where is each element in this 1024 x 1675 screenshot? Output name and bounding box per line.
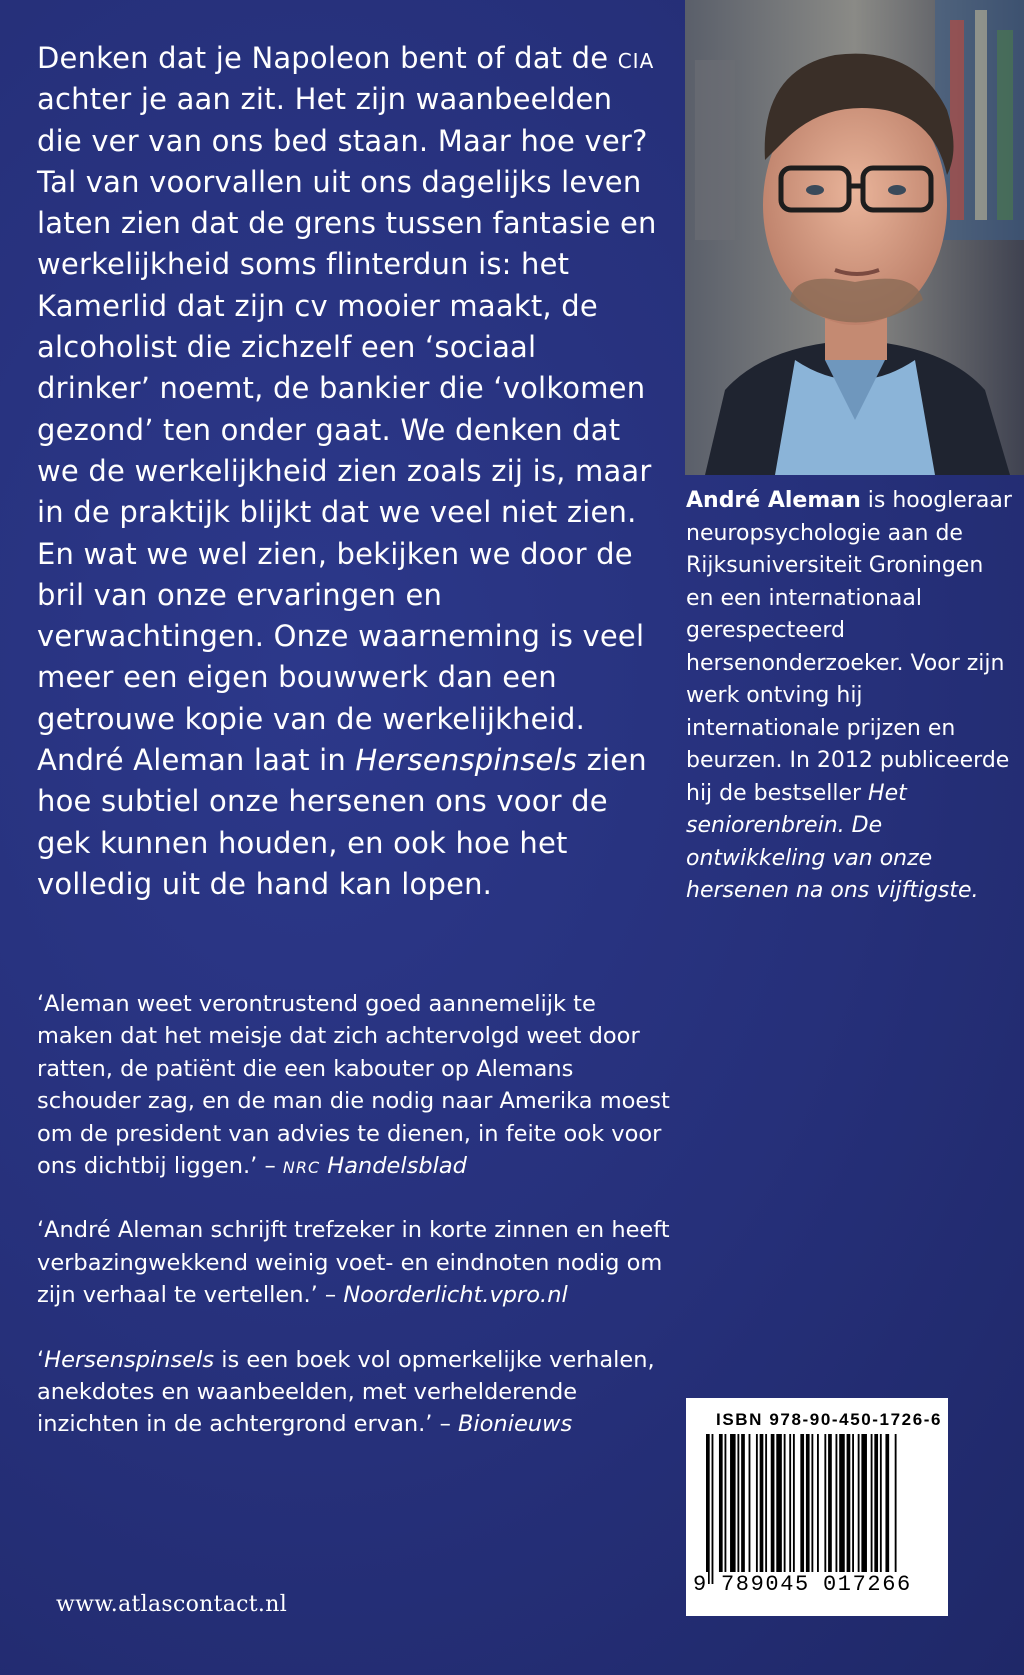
- barcode-bar: [730, 1434, 736, 1572]
- publisher-url[interactable]: www.atlascontact.nl: [56, 1592, 288, 1617]
- blurb-text: achter je aan zit. Het zijn waanbeelden die ver van ons bed staan. Maar hoe ver? Tal van voorvallen uit ons dagelijks leven laten zien dat de grens tussen fantasie en werkelijkheid soms flinterdun is: het Kamerlid dat zijn cv mooier maakt, de alcoholist die zichzelf een ‘sociaal drinker’ noemt, de bankier die ‘volkomen gezond’ ten onder gaat. We denken dat we de werkelijkheid zien zoals zij is, maar in de praktijk blijkt dat we veel niet zien. En wat we wel zien, bekijken we door de bril van onze ervaringen en verwachtingen. Onze waarneming is veel meer een eigen bouwwerk dan een getrouwe kopie van de werkelijkheid.: [37, 82, 657, 736]
- quote-source-abbrev: nrc: [282, 1153, 321, 1180]
- barcode-bar: [712, 1434, 714, 1584]
- barcode-bar: [800, 1434, 804, 1572]
- isbn-label: ISBN 978-90-450-1726-6: [716, 1410, 943, 1429]
- barcode-bar: [871, 1434, 873, 1572]
- barcode-digits-left: 789045: [721, 1572, 810, 1597]
- barcode-bar: [737, 1434, 739, 1572]
- barcode-bar: [806, 1434, 810, 1572]
- isbn-barcode: [686, 1398, 948, 1616]
- barcode-bar: [817, 1434, 819, 1572]
- review-quote-1: [37, 988, 677, 1182]
- blurb-text: zien hoe subtiel onze hersenen ons voor de gek kunnen houden, en ook hoe het volledig uit de hand kan lopen.: [37, 743, 647, 901]
- barcode-bar: [789, 1434, 791, 1572]
- barcode-bar: [836, 1434, 838, 1572]
- barcode-bar: [760, 1434, 764, 1572]
- barcode-bar: [793, 1434, 795, 1572]
- barcode-bar: [874, 1434, 878, 1572]
- barcode-bar: [858, 1434, 860, 1572]
- barcode-bar: [756, 1434, 758, 1572]
- barcode-bar: [706, 1434, 710, 1584]
- previous-book-title: Het seniorenbrein. De ontwikkeling van onze hersenen na ons vijftigste.: [686, 780, 979, 903]
- barcode-bar: [824, 1434, 826, 1572]
- blurb-text: Denken dat je Napoleon bent of dat de: [37, 41, 618, 75]
- quote-mark: ‘: [37, 1346, 45, 1373]
- bio-text: is hoogleraar neuropsychologie aan de Rijksuniversiteit Groningen en een internationaal gerespecteerd hersenonderzoeker. Voor zijn werk ontving hij internationale prijzen en beurzen. In 2012 publiceerde hij de bestseller: [686, 488, 1012, 806]
- review-quote-3: [37, 1344, 677, 1441]
- quote-source: Bionieuws: [457, 1411, 573, 1438]
- review-quote-2: [37, 1214, 677, 1311]
- book-title: Hersenspinsels: [44, 1346, 215, 1373]
- author-photo: [685, 0, 1024, 475]
- quote-text: is een boek vol opmerkelijke verhalen, anekdotes en waanbeelden, met verhelderende inzichten in de achtergrond ervan.’ –: [37, 1346, 655, 1438]
- review-quotes: [37, 988, 677, 1473]
- barcode-bar: [852, 1434, 854, 1572]
- barcode-bar: [719, 1434, 723, 1572]
- barcode-bar: [895, 1434, 897, 1584]
- blurb-paragraph-1: [37, 38, 657, 740]
- barcode-bar: [725, 1434, 727, 1572]
- barcode-bar: [741, 1434, 745, 1572]
- barcode-bar: [771, 1434, 775, 1572]
- barcode-bar: [765, 1434, 767, 1572]
- barcode-bar: [811, 1434, 813, 1572]
- quote-source: Handelsblad: [320, 1153, 467, 1180]
- author-name: André Aleman: [686, 488, 861, 513]
- back-cover-blurb: [37, 38, 657, 905]
- barcode-bar: [839, 1434, 845, 1572]
- barcode-bar: [885, 1434, 889, 1572]
- barcode-bar: [828, 1434, 832, 1572]
- book-title: Hersenspinsels: [355, 743, 578, 778]
- barcode-digit-lead: 9: [693, 1572, 708, 1597]
- blurb-paragraph-2: [37, 740, 657, 905]
- barcode-bar: [784, 1434, 786, 1572]
- author-portrait-illustration: [685, 0, 1024, 475]
- blurb-abbrev-cia: cia: [617, 41, 655, 75]
- quote-source: Noorderlicht.vpro.nl: [343, 1282, 568, 1309]
- barcode-bar: [861, 1434, 867, 1572]
- barcode-digits-right: 017266: [823, 1572, 912, 1597]
- blurb-text: André Aleman laat in: [37, 743, 356, 778]
- barcode-bar: [749, 1434, 751, 1572]
- barcode-bar: [847, 1434, 851, 1572]
- quote-text: ‘André Aleman schrijft trefzeker in korte zinnen en heeft verbazingwekkend weinig voet- en eindnoten nodig om zijn verhaal te vertellen.’ –: [37, 1217, 670, 1309]
- barcode-bars: [694, 1434, 940, 1584]
- barcode-bar: [776, 1434, 782, 1572]
- barcode-bar: [880, 1434, 882, 1572]
- author-bio: [686, 485, 1016, 908]
- quote-text: ‘Aleman weet verontrustend goed aannemelijk te maken dat het meisje dat zich achtervolgd weet door ratten, de patiënt die een kabouter op Alemans schouder zag, en de man die nodig naar Amerika moest om de president van advies te dienen, in feite ook voor ons dichtbij liggen.’ –: [37, 991, 670, 1180]
